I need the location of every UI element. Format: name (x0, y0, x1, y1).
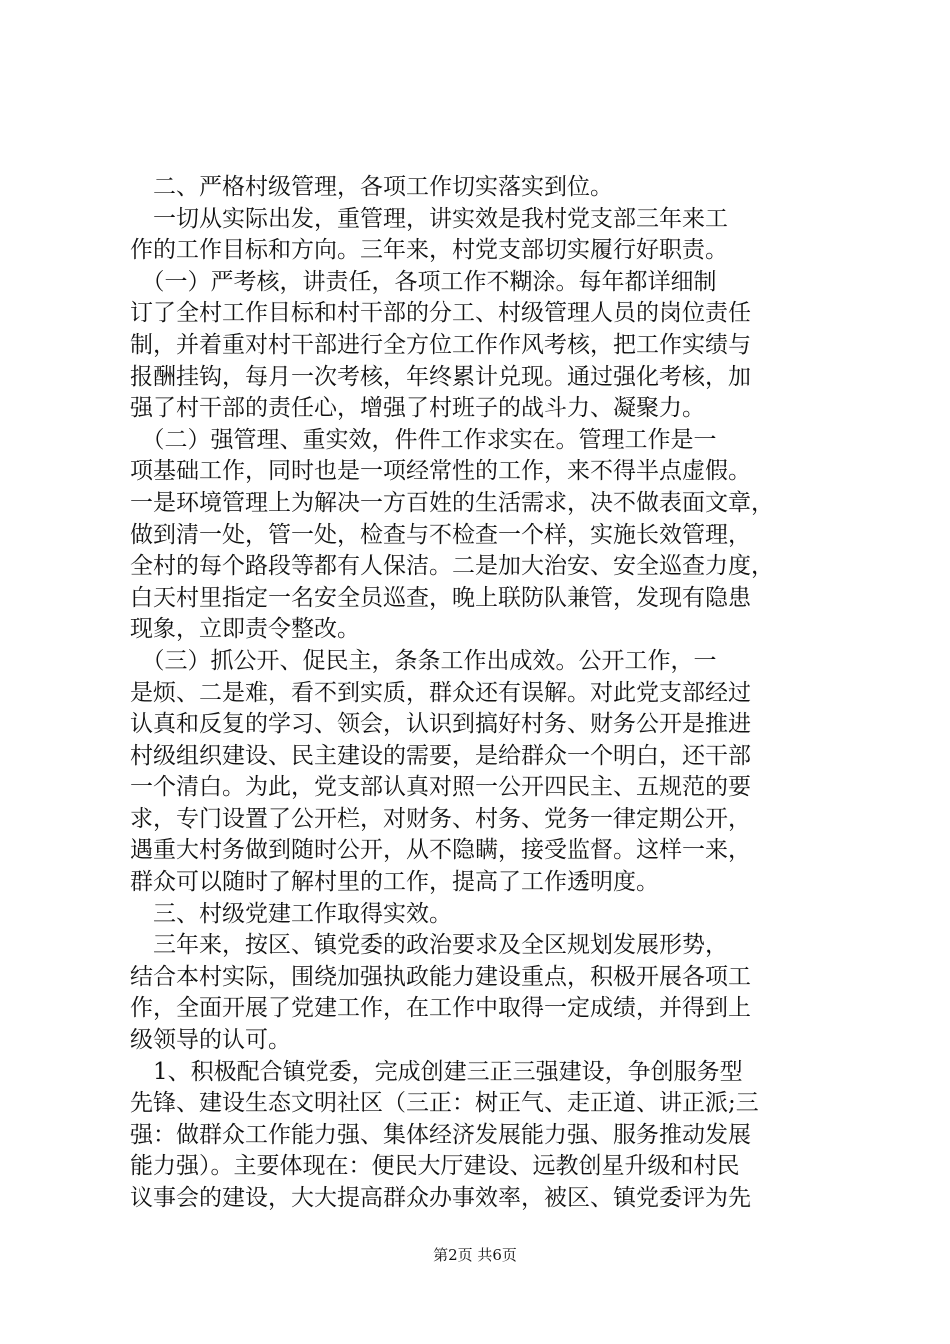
text-line: 做到清一处，管一处，检查与不检查一个样，实施长效管理， (130, 521, 751, 548)
text-line: 级领导的认可。 (130, 1027, 291, 1054)
page-footer: 第2页 共6页 (433, 1246, 517, 1264)
text-line: 制，并着重对村干部进行全方位工作作风考核，把工作实绩与 (130, 331, 751, 358)
text-line: 一个清白。为此，党支部认真对照一公开四民主、五规范的要 (130, 774, 751, 801)
text-line: 三、村级党建工作取得实效。 (130, 900, 452, 927)
text-line: 项基础工作，同时也是一项经常性的工作，来不得半点虚假。 (130, 458, 751, 485)
text-line: 是烦、二是难，看不到实质，群众还有误解。对此党支部经过 (130, 679, 751, 706)
text-line: 群众可以随时了解村里的工作，提高了工作透明度。 (130, 869, 659, 896)
text-line: 全村的每个路段等都有人保洁。二是加大治安、安全巡查力度， (130, 553, 774, 580)
text-line: 强：做群众工作能力强、集体经济发展能力强、服务推动发展 (130, 1121, 751, 1148)
text-line: 强了村干部的责任心，增强了村班子的战斗力、凝聚力。 (130, 395, 705, 422)
text-line: 作的工作目标和方向。三年来，村党支部切实履行好职责。 (130, 237, 728, 264)
text-line: （一）严考核，讲责任，各项工作不糊涂。每年都详细制 (130, 268, 717, 295)
text-line: 村级组织建设、民主建设的需要，是给群众一个明白，还干部 (130, 742, 751, 769)
text-line: 三年来，按区、镇党委的政治要求及全区规划发展形势， (130, 932, 728, 959)
text-line: （二）强管理、重实效，件件工作求实在。管理工作是一 (130, 426, 717, 453)
text-line: 一是环境管理上为解决一方百姓的生活需求，决不做表面文章， (130, 489, 774, 516)
document-body (130, 172, 830, 1215)
text-line: 1、积极配合镇党委，完成创建三正三强建设，争创服务型 (130, 1058, 743, 1085)
text-line: 一切从实际出发，重管理，讲实效是我村党支部三年来工 (130, 205, 728, 232)
text-line: （三）抓公开、促民主，条条工作出成效。公开工作，一 (130, 647, 717, 674)
text-line: 现象，立即责令整改。 (130, 616, 360, 643)
text-line: 订了全村工作目标和村干部的分工、村级管理人员的岗位责任 (130, 300, 751, 327)
text-line: 求，专门设置了公开栏，对财务、村务、党务一律定期公开， (130, 805, 751, 832)
text-line: 先锋、建设生态文明社区（三正：树正气、走正道、讲正派;三 (130, 1090, 759, 1117)
text-line: 能力强）。主要体现在：便民大厅建设、远教创星升级和村民 (130, 1153, 740, 1180)
text-line: 议事会的建设，大大提高群众办事效率，被区、镇党委评为先 (130, 1185, 751, 1211)
text-line: 白天村里指定一名安全员巡查，晚上联防队兼管，发现有隐患 (130, 584, 751, 611)
text-line: 二、严格村级管理，各项工作切实落实到位。 (130, 174, 613, 200)
text-line: 作，全面开展了党建工作，在工作中取得一定成绩，并得到上 (130, 995, 751, 1022)
text-line: 认真和反复的学习、领会，认识到搞好村务、财务公开是推进 (130, 711, 751, 738)
text-line: 报酬挂钩，每月一次考核，年终累计兑现。通过强化考核，加 (130, 363, 751, 390)
text-line: 遇重大村务做到随时公开，从不隐瞒，接受监督。这样一来， (130, 837, 751, 864)
text-line: 结合本村实际，围绕加强执政能力建设重点，积极开展各项工 (130, 963, 751, 990)
